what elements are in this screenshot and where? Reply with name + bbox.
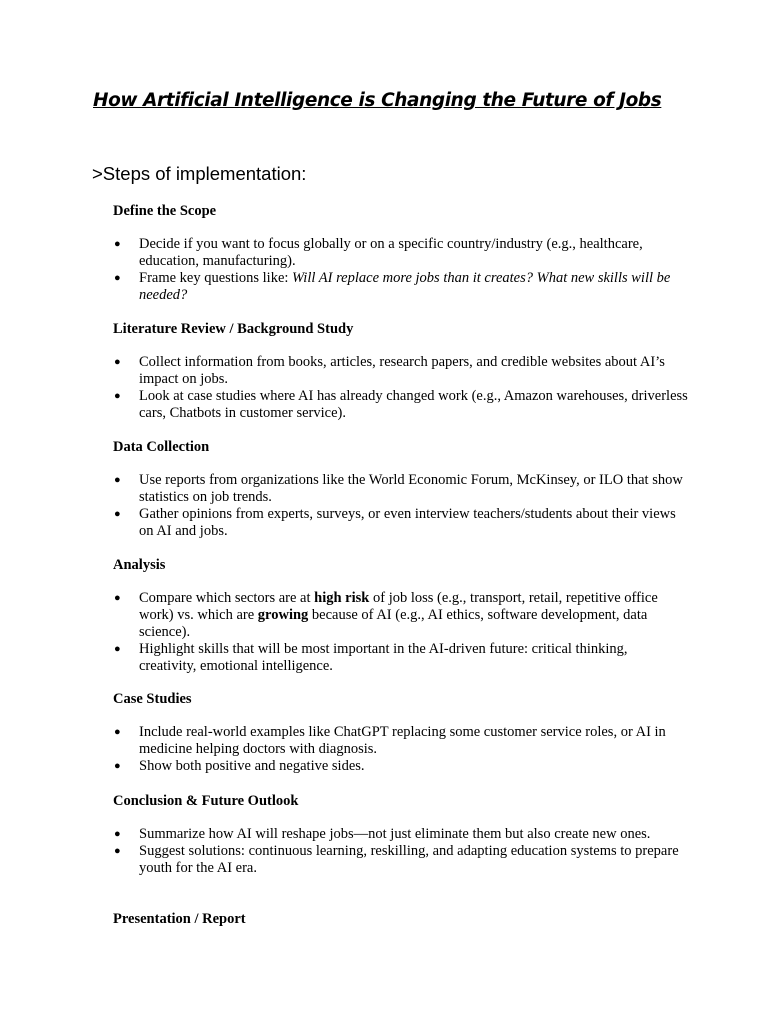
bullet-list <box>113 354 688 422</box>
section-case-studies <box>113 691 688 775</box>
bullet-dot-icon: ● <box>114 592 121 604</box>
bullet-dot-icon: ● <box>114 474 121 486</box>
list-item <box>113 641 688 675</box>
bullet-list <box>113 236 688 304</box>
section-conclusion <box>113 793 688 877</box>
bullet-dot-icon: ● <box>114 760 121 772</box>
bullet-dot-icon: ● <box>114 272 121 284</box>
bullet-list <box>113 724 688 775</box>
bullet-dot-icon: ● <box>114 356 121 368</box>
list-item-text: Suggest solutions: continuous learning, reskilling, and adapting education systems to prepare youth for the AI era. <box>139 843 679 876</box>
list-item-bold-text: high risk <box>314 590 370 606</box>
list-item-text: Highlight skills that will be most important in the AI-driven future: critical thinking, creativity, emotional intelligence. <box>139 641 628 674</box>
list-item-text: Collect information from books, articles, research papers, and credible websites about AI’s impact on jobs. <box>139 354 665 387</box>
list-item <box>113 472 688 506</box>
list-item-text: Look at case studies where AI has already changed work (e.g., Amazon warehouses, driverless cars, Chatbots in customer service). <box>139 388 688 421</box>
section-heading: Define the Scope <box>113 203 217 219</box>
section-heading: Analysis <box>113 557 166 573</box>
list-item <box>113 388 688 422</box>
list-item <box>113 270 688 304</box>
list-item-text: Summarize how AI will reshape jobs—not just eliminate them but also create new ones. <box>139 826 651 842</box>
list-item <box>113 758 688 775</box>
list-item-text: Frame key questions like: <box>139 270 293 286</box>
section-analysis <box>113 557 688 675</box>
section-heading: Data Collection <box>113 439 210 455</box>
list-item <box>113 724 688 758</box>
section-heading: Case Studies <box>113 691 192 707</box>
list-item-text: of job loss (e.g., transport, retail, repetitive office work) vs. which are <box>139 590 658 623</box>
list-item <box>113 236 688 270</box>
list-item-bold-text: growing <box>257 607 309 623</box>
steps-heading: >Steps of implementation: <box>92 163 307 184</box>
bullet-list <box>113 826 688 877</box>
bullet-dot-icon: ● <box>114 845 121 857</box>
list-item <box>113 843 688 877</box>
bullet-dot-icon: ● <box>114 726 121 738</box>
section-heading: Literature Review / Background Study <box>113 321 354 337</box>
section-heading: Conclusion & Future Outlook <box>113 793 299 809</box>
section-presentation <box>113 911 688 928</box>
section-literature-review <box>113 321 688 422</box>
bullet-dot-icon: ● <box>114 643 121 655</box>
bullet-list <box>113 590 688 675</box>
list-item <box>113 826 688 843</box>
list-item <box>113 590 688 641</box>
list-item-text: Compare which sectors are at <box>139 590 315 606</box>
section-data-collection <box>113 439 688 540</box>
list-item-text: Decide if you want to focus globally or on a specific country/industry (e.g., healthcare, education, manufacturing). <box>139 236 643 269</box>
bullet-dot-icon: ● <box>114 238 121 250</box>
list-item-italic-text: Will AI replace more jobs than it creates? What new skills will be needed? <box>139 270 671 303</box>
bullet-dot-icon: ● <box>114 508 121 520</box>
bullet-dot-icon: ● <box>114 390 121 402</box>
section-define-scope <box>113 203 688 304</box>
bullet-dot-icon: ● <box>114 828 121 840</box>
list-item-text: because of AI (e.g., AI ethics, software development, data science). <box>139 607 648 640</box>
section-heading: Presentation / Report <box>113 911 246 927</box>
list-item-text: Show both positive and negative sides. <box>139 758 365 774</box>
list-item-text: Use reports from organizations like the World Economic Forum, McKinsey, or ILO that show statistics on job trends. <box>139 472 683 505</box>
list-item-text: Include real-world examples like ChatGPT replacing some customer service roles, or AI in medicine helping doctors with diagnosis. <box>139 724 666 757</box>
list-item-text: Gather opinions from experts, surveys, or even interview teachers/students about their views on AI and jobs. <box>139 506 676 539</box>
list-item <box>113 506 688 540</box>
bullet-list <box>113 472 688 540</box>
list-item <box>113 354 688 388</box>
document-title: How Artificial Intelligence is Changing the Future of Jobs <box>93 90 662 111</box>
